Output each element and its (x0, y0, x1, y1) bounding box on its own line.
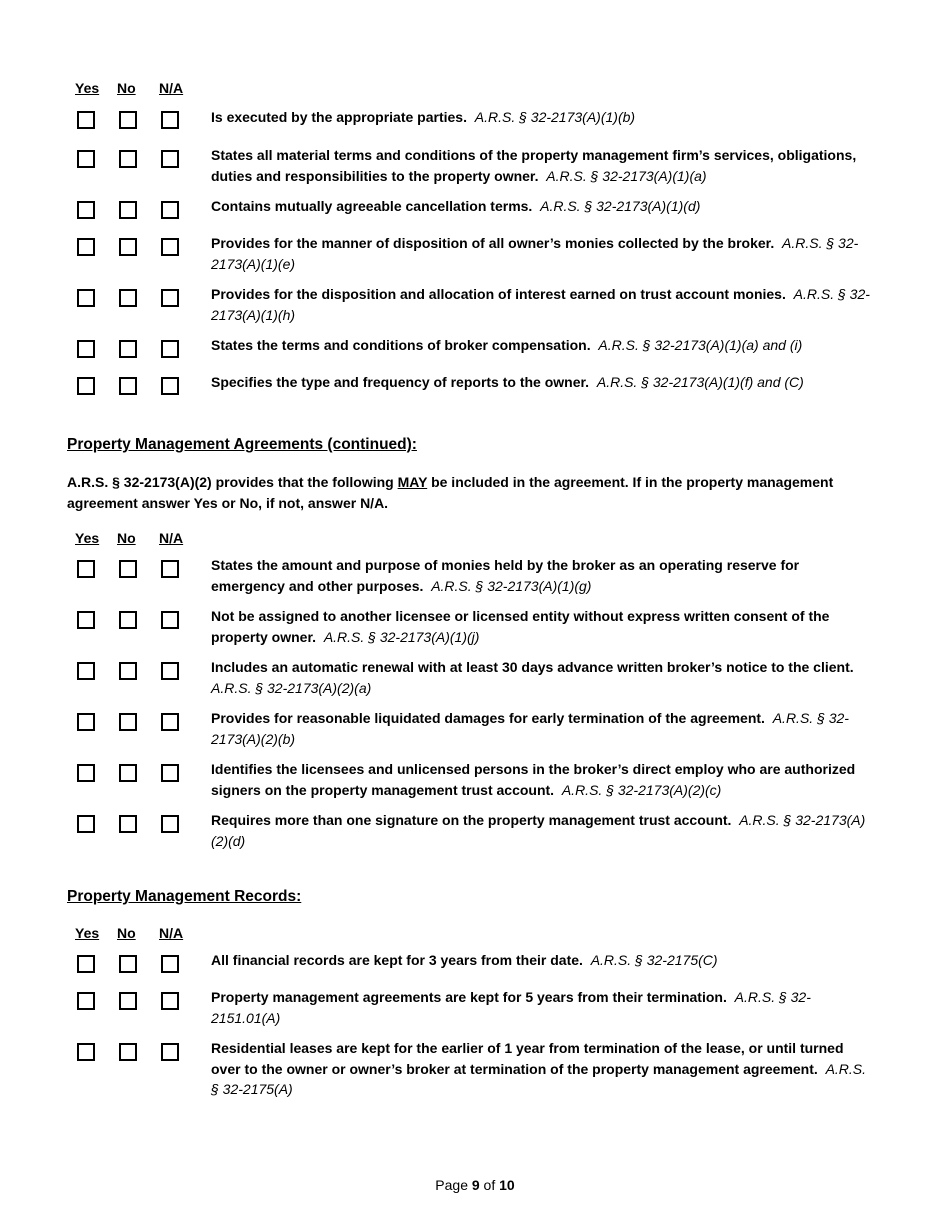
item-statement: Provides for the disposition and allocation of interest earned on trust account monies. (211, 286, 786, 302)
na-checkbox[interactable] (161, 611, 179, 629)
yes-checkbox[interactable] (77, 560, 95, 578)
na-checkbox[interactable] (161, 1043, 179, 1061)
na-checkbox[interactable] (161, 713, 179, 731)
no-checkbox[interactable] (119, 238, 137, 256)
row-text (211, 145, 873, 186)
no-checkbox[interactable] (119, 377, 137, 395)
item-citation: A.R.S. § 32-2173(A)(1)(g) (431, 577, 592, 594)
no-header: No (117, 925, 136, 941)
no-checkbox[interactable] (119, 1043, 137, 1061)
total-pages: 10 (499, 1177, 515, 1193)
row-text (211, 335, 873, 356)
item-citation: A.R.S. § 32-2151.01(A) (211, 989, 811, 1026)
na-checkbox[interactable] (161, 238, 179, 256)
item-statement: States the terms and conditions of broker compensation. (211, 337, 591, 353)
item-citation: A.R.S. § 32-2175(C) (590, 952, 718, 968)
na-checkbox[interactable] (161, 289, 179, 307)
yes-checkbox[interactable] (77, 340, 95, 358)
na-checkbox[interactable] (161, 662, 179, 680)
item-statement: Property management agreements are kept for 5 years from their termination. (211, 989, 727, 1005)
na-checkbox[interactable] (161, 111, 179, 129)
row-text (211, 708, 873, 749)
na-checkbox[interactable] (161, 992, 179, 1010)
no-checkbox[interactable] (119, 340, 137, 358)
column-headers (75, 530, 275, 550)
item-citation: A.R.S. § 32-2173(A)(2)(b) (211, 710, 849, 747)
row-text (211, 606, 873, 647)
item-citation: A.R.S. § 32-2173(A)(1)(d) (540, 198, 701, 214)
footer-prefix: Page (435, 1177, 472, 1193)
no-checkbox[interactable] (119, 713, 137, 731)
intro-text-before: A.R.S. § 32-2173(A)(2) provides that the following (67, 474, 398, 490)
yes-header: Yes (75, 80, 100, 96)
yes-checkbox[interactable] (77, 713, 95, 731)
yes-checkbox[interactable] (77, 377, 95, 395)
na-checkbox[interactable] (161, 201, 179, 219)
yes-header: Yes (75, 530, 100, 546)
item-citation: A.R.S. § 32-2173(A)(2)(a) (211, 679, 372, 696)
yes-header: Yes (75, 925, 100, 941)
item-statement: Provides for the manner of disposition of all owner’s monies collected by the broker. (211, 235, 775, 251)
page-number-footer (0, 1177, 950, 1193)
item-statement: States all material terms and conditions of the property management firm’s services, obligations, duties and responsibilities to the property owner. (211, 147, 857, 184)
row-text (211, 196, 873, 217)
item-citation: A.R.S. § 32-2173(A)(2)(c) (561, 781, 722, 798)
footer-middle: of (479, 1177, 500, 1193)
na-header: N/A (159, 80, 184, 96)
na-checkbox[interactable] (161, 340, 179, 358)
no-checkbox[interactable] (119, 289, 137, 307)
yes-checkbox[interactable] (77, 955, 95, 973)
no-checkbox[interactable] (119, 111, 137, 129)
na-checkbox[interactable] (161, 764, 179, 782)
yes-checkbox[interactable] (77, 662, 95, 680)
yes-checkbox[interactable] (77, 611, 95, 629)
row-text (211, 372, 873, 393)
item-citation: A.R.S. § 32-2173(A)(1)(f) and (C) (596, 374, 804, 390)
section-intro (67, 472, 877, 514)
no-checkbox[interactable] (119, 560, 137, 578)
na-header: N/A (159, 530, 184, 546)
intro-emphasis: MAY (397, 474, 428, 490)
no-checkbox[interactable] (119, 764, 137, 782)
no-checkbox[interactable] (119, 662, 137, 680)
no-checkbox[interactable] (119, 992, 137, 1010)
yes-checkbox[interactable] (77, 111, 95, 129)
yes-checkbox[interactable] (77, 992, 95, 1010)
item-citation: A.R.S. § 32-2173(A)(1)(j) (323, 628, 480, 645)
row-text (211, 759, 873, 800)
na-checkbox[interactable] (161, 377, 179, 395)
yes-checkbox[interactable] (77, 815, 95, 833)
item-citation: A.R.S. § 32-2175(A) (211, 1060, 867, 1097)
na-checkbox[interactable] (161, 815, 179, 833)
item-statement: All financial records are kept for 3 years from their date. (211, 952, 583, 968)
section-title-records: Property Management Records: (67, 888, 302, 905)
column-headers (75, 80, 275, 100)
section-title-agreements-continued: Property Management Agreements (continued): (67, 436, 417, 453)
item-statement: Requires more than one signature on the property management trust account. (211, 812, 732, 828)
item-statement: Provides for reasonable liquidated damages for early termination of the agreement. (211, 710, 765, 726)
item-statement: Not be assigned to another licensee or licensed entity without express written consent of the property owner. (211, 608, 830, 645)
yes-checkbox[interactable] (77, 238, 95, 256)
na-checkbox[interactable] (161, 560, 179, 578)
no-header: No (117, 80, 136, 96)
yes-checkbox[interactable] (77, 150, 95, 168)
yes-checkbox[interactable] (77, 1043, 95, 1061)
row-text (211, 555, 873, 596)
no-checkbox[interactable] (119, 150, 137, 168)
item-statement: Includes an automatic renewal with at least 30 days advance written broker’s notice to the client. (211, 659, 854, 675)
row-text (211, 950, 873, 971)
current-page: 9 (471, 1177, 480, 1193)
row-text (211, 107, 873, 128)
column-headers (75, 925, 275, 945)
item-citation: A.R.S. § 32-2173(A)(2)(d) (211, 812, 866, 849)
item-citation: A.R.S. § 32-2173(A)(1)(a) and (i) (598, 337, 803, 353)
row-text (211, 810, 873, 851)
na-header: N/A (159, 925, 184, 941)
item-citation: A.R.S. § 32-2173(A)(1)(a) (546, 167, 707, 184)
no-checkbox[interactable] (119, 815, 137, 833)
item-statement: Is executed by the appropriate parties. (211, 109, 467, 125)
no-header: No (117, 530, 136, 546)
item-statement: Identifies the licensees and unlicensed persons in the broker’s direct employ who are authorized signers on the property management trust account. (211, 761, 856, 798)
item-statement: Contains mutually agreeable cancellation terms. (211, 198, 533, 214)
row-text (211, 284, 873, 325)
yes-checkbox[interactable] (77, 764, 95, 782)
yes-checkbox[interactable] (77, 201, 95, 219)
yes-checkbox[interactable] (77, 289, 95, 307)
item-statement: States the amount and purpose of monies held by the broker as an operating reserve for emergency and other purposes. (211, 557, 800, 594)
row-text (211, 987, 873, 1028)
row-text (211, 233, 873, 274)
na-checkbox[interactable] (161, 955, 179, 973)
no-checkbox[interactable] (119, 201, 137, 219)
no-checkbox[interactable] (119, 611, 137, 629)
row-text (211, 657, 873, 698)
row-text (211, 1038, 873, 1100)
item-statement: Residential leases are kept for the earlier of 1 year from termination of the lease, or until turned over to the owner or owner’s broker at termination of the property management agreement. (211, 1040, 844, 1077)
item-statement: Specifies the type and frequency of reports to the owner. (211, 374, 590, 390)
no-checkbox[interactable] (119, 955, 137, 973)
na-checkbox[interactable] (161, 150, 179, 168)
intro-text-after: be included in the agreement. If in the property management agreement answer Yes or No, if not, answer N/A. (67, 474, 834, 511)
item-citation: A.R.S. § 32-2173(A)(1)(h) (211, 286, 870, 323)
item-citation: A.R.S. § 32-2173(A)(1)(e) (211, 235, 859, 272)
item-citation: A.R.S. § 32-2173(A)(1)(b) (474, 109, 636, 125)
